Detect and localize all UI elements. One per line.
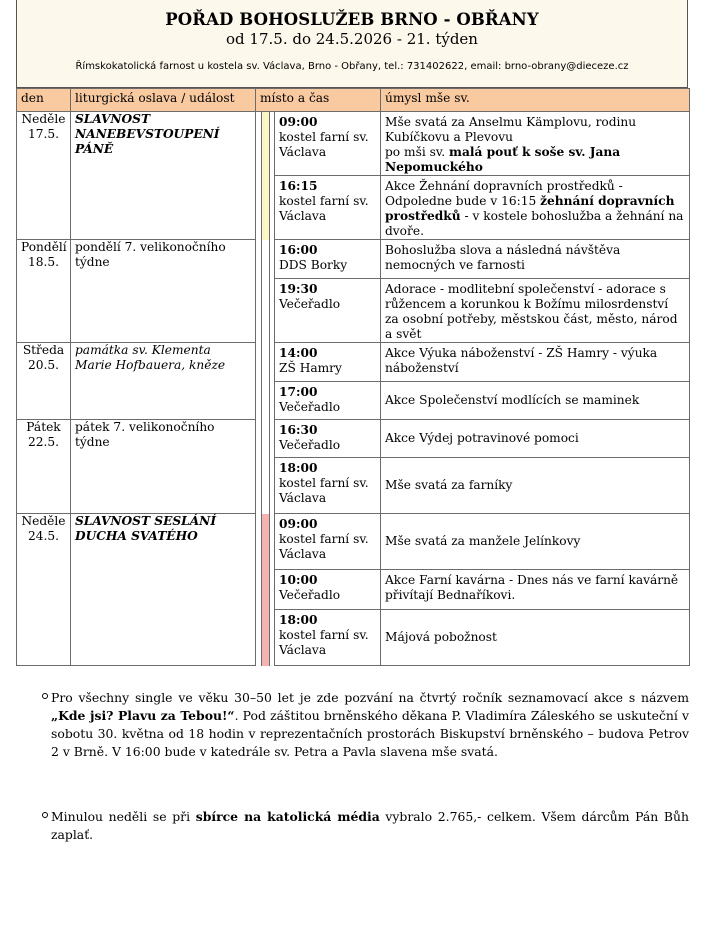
collection-name: sbírce na katolická média [195,809,380,824]
event-name: „Kde jsi? Plavu za Tebou!“ [51,708,235,723]
time-place-cell [275,176,381,240]
intent-cell: Akce Společenství modlících se maminek [381,382,690,420]
time-place-cell [275,514,381,570]
liturgical-color-stripe [262,112,270,240]
intent-cell: Akce Výuka náboženství - ZŠ Hamry - výuka náboženství [381,343,690,382]
note-text: Minulou neděli se při sbírce na katolická média vybralo 2.765,- celkem. Všem dárcům Pán Bůh zaplať. [51,809,689,842]
liturgical-color-stripe [262,420,270,514]
schedule-table [16,88,690,666]
liturgical-color-stripe [262,343,270,420]
day-name: Pondělí [21,240,67,254]
event-time: 14:00 [279,346,318,360]
event-place: kostel farní sv. Václava [279,628,369,657]
event-place: Večeřadlo [279,438,341,452]
event-time: 16:15 [279,179,318,193]
schedule-row [17,240,690,279]
intent-cell: Mše svatá za farníky [381,458,690,514]
schedule-row [17,343,690,382]
event-time: 18:00 [279,461,318,475]
column-header-place-time: místo a čas [256,89,381,112]
event-time: 17:00 [279,385,318,399]
event-time: 09:00 [279,517,318,531]
day-name: Pátek [26,420,61,434]
time-place-cell [275,112,381,176]
event-place: kostel farní sv. Václava [279,130,369,159]
event-place: Večeřadlo [279,297,341,311]
schedule-row [17,514,690,570]
event-place: ZŠ Hamry [279,361,342,375]
day-date: 20.5. [27,358,59,372]
parish-contact: Římskokatolická farnost u kostela sv. Václava, Brno - Obřany, tel.: 731402622, email: brno-obrany@dieceze.cz [75,61,629,72]
page-subtitle: od 17.5. do 24.5.2026 - 21. týden [226,30,478,48]
schedule-header [16,0,688,88]
intent-cell: Akce Žehnání dopravních prostředků - Odpoledne bude v 16:15 žehnání dopravních prostředků - v kostele bohoslužba a žehnání na dvoře. [381,176,690,240]
celebration-cell: pátek 7. velikonočního týdne [71,420,256,514]
intent-cell: Májová pobožnost [381,610,690,666]
event-place: kostel farní sv. Václava [279,532,369,561]
celebration-cell: SLAVNOST NANEBEVSTOUPENÍ PÁNĚ [71,112,256,240]
day-cell [17,343,71,420]
day-cell [17,240,71,343]
column-header-celebration: liturgická oslava / událost [71,89,256,112]
time-place-cell [275,420,381,458]
bullet-icon [42,693,48,699]
time-place-cell [275,610,381,666]
day-cell [17,420,71,514]
intent-cell: Akce Farní kavárna - Dnes nás ve farní kavárně přivítají Bednaříkovi. [381,570,690,610]
liturgical-color-stripe [262,514,270,666]
intent-cell: Mše svatá za Anselmu Kämplovu, rodinu Kubíčkovu a Plevovu po mši sv. malá pouť k soše sv. Jana Nepomuckého [381,112,690,176]
event-time: 19:30 [279,282,318,296]
schedule-row [17,112,690,176]
event-time: 18:00 [279,613,318,627]
time-place-cell [275,279,381,343]
event-place: kostel farní sv. Václava [279,476,369,505]
event-place: Večeřadlo [279,400,341,414]
intent-cell: Adorace - modlitební společenství - adorace s růžencem a korunkou k Božímu milosrdenství za osobní potřeby, městskou část, město, národ a svět [381,279,690,343]
day-name: Neděle [21,514,66,528]
column-header-day: den [17,89,71,112]
day-cell [17,514,71,666]
event-time: 10:00 [279,573,318,587]
bullet-icon [42,812,48,818]
event-place: kostel farní sv. Václava [279,194,369,223]
day-date: 18.5. [27,255,59,269]
intent-cell: Akce Výdej potravinové pomoci [381,420,690,458]
time-place-cell [275,240,381,279]
day-date: 17.5. [27,127,59,141]
note-item [16,689,689,761]
day-date: 22.5. [27,435,59,449]
note-text: Pro všechny single ve věku 30–50 let je zde pozvání na čtvrtý ročník seznamovací akce s názvem „Kde jsi? Plavu za Tebou!“. Pod záštitou brněnského děkana P. Vladimíra Záleského se uskuteční v sobotu 30. května od 18 hodin v reprezentačních prostorách Biskupství brněnského – budova Petrov 2 v Brně. V 16:00 bude v katedrále sv. Petra a Pavla slavena mše svatá. [51,690,689,759]
highlighted-text: žehnání dopravních prostředků [385,194,675,223]
celebration-cell: památka sv. Klementa Marie Hofbauera, kněze [71,343,256,420]
page-title: POŘAD BOHOSLUŽEB BRNO - OBŘANY [165,10,539,29]
event-time: 16:30 [279,423,318,437]
schedule-row [17,420,690,458]
event-place: DDS Borky [279,258,348,272]
day-date: 24.5. [27,529,59,543]
event-place: Večeřadlo [279,588,341,602]
time-place-cell [275,382,381,420]
time-place-cell [275,343,381,382]
column-header-intent: úmysl mše sv. [381,89,690,112]
liturgical-color-stripe [262,240,270,343]
table-header-row [17,89,690,112]
day-name: Středa [22,343,65,357]
intent-cell: Mše svatá za manžele Jelínkovy [381,514,690,570]
celebration-cell: SLAVNOST SESLÁNÍ DUCHA SVATÉHO [71,514,256,666]
highlighted-text: malá pouť k soše sv. Jana Nepomuckého [385,145,621,174]
celebration-cell: pondělí 7. velikonočního týdne [71,240,256,343]
day-name: Neděle [21,112,66,126]
day-cell [17,112,71,240]
note-item [16,808,689,844]
time-place-cell [275,458,381,514]
event-time: 16:00 [279,243,318,257]
intent-cell: Bohoslužba slova a následná návštěva nemocných ve farnosti [381,240,690,279]
event-time: 09:00 [279,115,318,129]
time-place-cell [275,570,381,610]
